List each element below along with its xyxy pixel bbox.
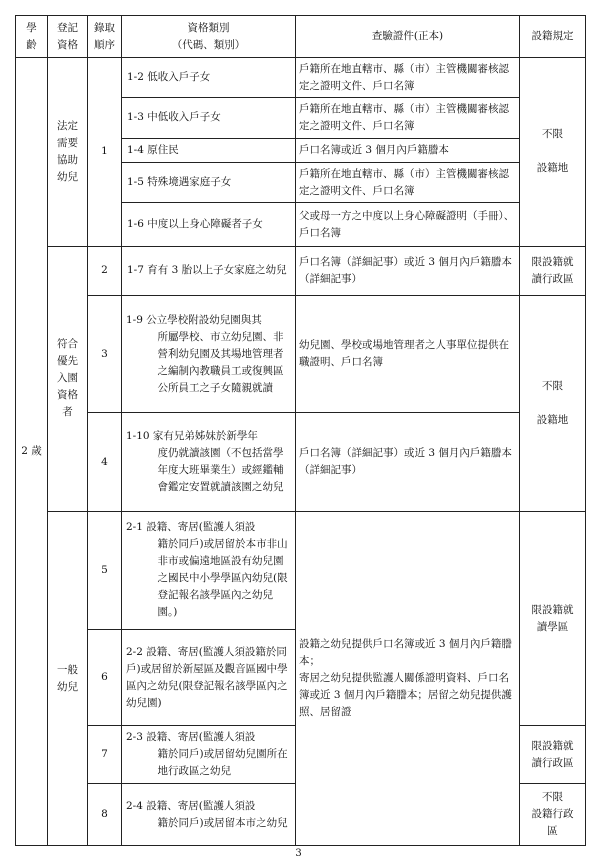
category-1-7: 1-7 育有 3 胎以上子女家庭之幼兒 [122, 246, 296, 295]
category-2-1-head: 2-1 設籍、寄居(監護人須設 [126, 521, 256, 534]
header-category: 資格類別 （代碼、類別） [122, 16, 296, 58]
documents-1-10: 戶口名簿（詳細記事）或近 3 個月內戶籍謄本（詳細記事） [296, 413, 520, 512]
group-general: 一般 幼兒 [48, 512, 88, 846]
documents-1-6: 父或母一方之中度以上身心障礙證明（手冊）、戶口名簿 [296, 203, 520, 246]
category-1-2: 1-2 低收入戶子女 [122, 58, 296, 98]
order-4: 4 [88, 413, 122, 512]
documents-1-9: 幼兒園、學校或場地管理者之人事單位提供在職證明、戶口名簿 [296, 296, 520, 413]
category-2-4 [122, 784, 296, 846]
category-2-2: 2-2 設籍、寄居(監護人須設籍於同戶)或居留於新屋區及觀音區國中學區內之幼兒(限登記報名該學區內之幼兒園) [122, 629, 296, 726]
documents-1-2: 戶籍所在地直轄市、縣（市）主管機關審核認定之證明文件、戶口名簿 [296, 58, 520, 98]
residence-district-1: 限設籍就 讀行政區 [520, 246, 586, 295]
age-cell: 2 歲 [16, 58, 48, 846]
category-2-1 [122, 512, 296, 629]
category-2-3-rest: 籍於同戶)或居留幼兒園所在地行政區之幼兒 [157, 748, 288, 778]
table-row [16, 296, 586, 413]
page-number: 3 [295, 848, 302, 859]
documents-1-5: 戶籍所在地直轄市、縣（市）主管機關審核認定之證明文件、戶口名簿 [296, 163, 520, 203]
category-1-6: 1-6 中度以上身心障礙者子女 [122, 203, 296, 246]
category-1-9 [122, 296, 296, 413]
documents-general: 設籍之幼兒提供戶口名簿或近 3 個月內戶籍謄本； 寄居之幼兒提供監護人關係證明資料、戶口名簿或近 3 個月內戶籍謄本；居留之幼兒提供護照、居留證 [296, 512, 520, 846]
documents-1-3: 戶籍所在地直轄市、縣（市）主管機關審核認定之證明文件、戶口名簿 [296, 98, 520, 138]
residence-unlimited-3: 不限 設籍行政 區 [520, 784, 586, 846]
category-1-10-rest: 度仍就讀該園（不包括當學年度大班畢業生）或經鑑輔會鑑定安置就讀該園之幼兒 [157, 447, 284, 494]
table-row [16, 58, 586, 98]
category-1-5: 1-5 特殊境遇家庭子女 [122, 163, 296, 203]
category-2-1-rest: 籍於同戶)或居留於本市非山非市或偏遠地區設有幼兒園之國民中小學學區內幼兒(限登記報名該學區內之幼兒園。) [157, 538, 288, 619]
group-legal: 法定 需要 協助 幼兒 [48, 58, 88, 246]
header-registration: 登記 資格 [48, 16, 88, 58]
header-residence: 設籍規定 [520, 16, 586, 58]
table-row [16, 246, 586, 295]
order-5: 5 [88, 512, 122, 629]
header-order: 錄取 順序 [88, 16, 122, 58]
order-2: 2 [88, 246, 122, 295]
header-documents: 查驗證件(正本) [296, 16, 520, 58]
category-1-9-rest: 所屬學校、市立幼兒園、非營利幼兒園及其場地管理者之編制內教職員工或復興區公所員工之子女隨親就讀 [157, 330, 284, 394]
order-3: 3 [88, 296, 122, 413]
order-7: 7 [88, 726, 122, 784]
order-1: 1 [88, 58, 122, 246]
documents-1-7: 戶口名簿（詳細記事）或近 3 個月內戶籍謄本（詳細記事） [296, 246, 520, 295]
category-2-3-head: 2-3 設籍、寄居(監護人須設 [126, 731, 256, 744]
residence-unlimited-1: 不限 設籍地 [520, 58, 586, 246]
residence-school-district: 限設籍就 讀學區 [520, 512, 586, 726]
category-2-3 [122, 726, 296, 784]
group-priority: 符合 優先 入園 資格 者 [48, 246, 88, 512]
header-age: 學 齡 [16, 16, 48, 58]
documents-1-4: 戶口名簿或近 3 個月內戶籍謄本 [296, 138, 520, 163]
category-1-4: 1-4 原住民 [122, 138, 296, 163]
table-row [16, 512, 586, 629]
table-row [16, 413, 586, 512]
residence-unlimited-2: 不限 設籍地 [520, 296, 586, 512]
category-1-9-head: 1-9 公立學校附設幼兒園與其 [126, 313, 262, 326]
order-6: 6 [88, 629, 122, 726]
header-row [16, 16, 586, 58]
category-2-4-head: 2-4 設籍、寄居(監護人須設 [126, 799, 256, 812]
admission-table [15, 15, 586, 846]
category-2-4-rest: 籍於同戶)或居留本市之幼兒 [157, 816, 288, 829]
category-1-10-head: 1-10 家有兄弟姊妹於新學年 [126, 430, 258, 443]
category-1-3: 1-3 中低收入戶子女 [122, 98, 296, 138]
order-8: 8 [88, 784, 122, 846]
category-1-10 [122, 413, 296, 512]
residence-district-2: 限設籍就 讀行政區 [520, 726, 586, 784]
